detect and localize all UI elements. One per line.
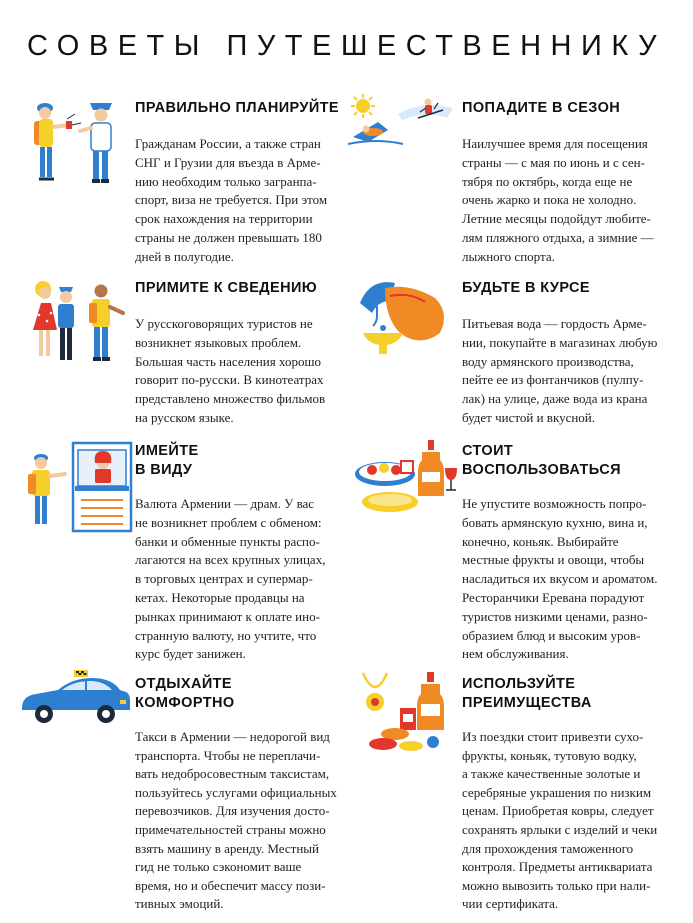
tip-heading: ПРИМИТЕ К СВЕДЕНИЮ	[135, 280, 318, 296]
tip-heading: ОТДЫХАЙТЕ КОМФОРТНО	[135, 676, 235, 711]
tip-season	[462, 99, 682, 267]
tip-taxi	[135, 675, 345, 914]
beach-ski-icon	[348, 92, 458, 147]
tip-heading: ИМЕЙТЕ В ВИДУ	[135, 443, 199, 478]
tip-plan	[135, 99, 340, 267]
tip-food	[462, 442, 687, 664]
tip-text: Не упустите возможность попро- бовать армянскую кухню, вина и, конечно, коньяк. Выбирайте местные фрукты и овощи, чтобы насладиться их вкусом и ароматом. Ресторанчики Еревана порадуют туристов низкими ценами, разно- образием блюд и высоким уров- нем обслуживания.	[462, 496, 658, 662]
tip-text: Питьевая вода — гордость Арме- нии, покупайте в магазинах любую воду армянского производства, пейте ее из фонтанчиков (пулпу- лак) на улице, даже вода из крана будет чистой и вкусной.	[462, 316, 658, 425]
people-talking-icon	[25, 275, 130, 385]
souvenirs-icon	[355, 668, 455, 758]
tip-heading: СТОИТ ВОСПОЛЬЗОВАТЬСЯ	[462, 443, 621, 478]
tip-text: Валюта Армении — драм. У вас не возникнет проблем с обменом: банки и обменные пункты распо- лагаются на всех крупных улицах, в торговых центрах и супермар- кетах. Некоторые продавцы на рынках принимают к оплате ино- странную валюту, но учтите, что курс будет занижен.	[135, 496, 326, 662]
tip-note	[135, 279, 340, 428]
food-cognac-icon	[350, 438, 460, 518]
exchange-booth-icon	[25, 438, 135, 533]
tip-heading: ПРАВИЛЬНО ПЛАНИРУЙТЕ	[135, 100, 339, 116]
tip-shopping	[462, 675, 687, 914]
tip-heading: БУДЬТЕ В КУРСЕ	[462, 280, 590, 296]
page-title: СОВЕТЫ ПУТЕШЕСТВЕННИКУ	[27, 30, 666, 62]
taxi-car-icon	[18, 668, 130, 730]
tip-text: Наилучшее время для посещения страны — с мая по июнь и с сен- тября по октябрь, когда еще не очень жарко и пока не холодно. Летние месяцы подойдут любите- лям пляжного отдыха, а зимние — лыжного спорта.	[462, 136, 654, 264]
traveller-officer-icon	[20, 95, 130, 190]
tip-text: Гражданам России, а также стран СНГ и Грузии для въезда в Арме- нию необходим только загранпа- спорт, виза не требуется. При этом срок нахождения на территории страны не должен превышать 180 дней в полугодие.	[135, 136, 328, 264]
tip-heading: ПОПАДИТЕ В СЕЗОН	[462, 100, 621, 116]
tip-text: Такси в Армении — недорогой вид транспорта. Чтобы не переплачи- вать недобросовестным таксистам, пользуйтесь услугами официальных перевозчиков. Для изучения досто- примечательностей страны можно взять машину в аренду. Местный гид не только сэкономит ваше время, но и обеспечит массу пози- тивных эмоций.	[135, 729, 337, 912]
tip-text: Из поездки стоит привезти сухо- фрукты, коньяк, тутовую водку, а также качественные золотые и серебряные украшения по низким ценам. Приобретая ковры, следует сохранять ярлыки с изделий и чеки для прохождения таможенного контроля. Предметы антиквариата можно вывозить только при нали- чии сертификата.	[462, 729, 658, 912]
tip-heading: ИСПОЛЬЗУЙТЕ ПРЕИМУЩЕСТВА	[462, 676, 592, 711]
tip-water	[462, 279, 682, 428]
tip-currency	[135, 442, 340, 664]
water-fountain-icon	[355, 278, 455, 358]
tip-text: У русскоговорящих туристов не возникнет языковых проблем. Большая часть населения хорошо говорит по-русски. В кинотеатрах представлено множество фильмов на русском языке.	[135, 316, 326, 425]
